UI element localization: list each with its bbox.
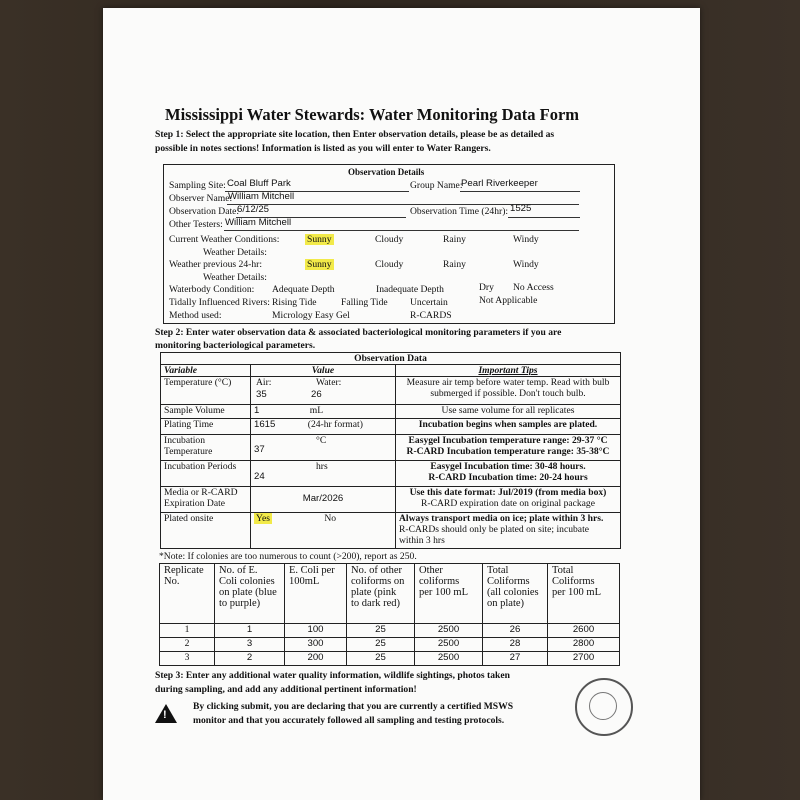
sample-volume-cell[interactable]: [251, 405, 396, 419]
previous-weather-option-rainy[interactable]: Rainy: [443, 259, 466, 270]
waterbody-option-no-access[interactable]: No Access: [513, 282, 554, 293]
plated-option-yes[interactable]: Yes: [256, 513, 270, 524]
previous-weather-option-cloudy[interactable]: Cloudy: [375, 259, 404, 270]
replicate-col-header: Total Coliforms per 100 mL: [548, 564, 620, 624]
table-row: [160, 652, 620, 666]
table-row: [160, 638, 620, 652]
observation-date-field[interactable]: 6/12/25: [237, 204, 270, 215]
tidal-option-not-applicable[interactable]: Not Applicable: [479, 295, 538, 306]
plating-time-tip: Incubation begins when samples are plated.: [396, 419, 621, 435]
sampling-site-label: Sampling Site:: [169, 180, 226, 191]
tidal-label: Tidally Influenced Rivers:: [169, 297, 270, 308]
replicate-value-cell[interactable]: 100: [285, 624, 347, 638]
plating-time-label: Plating Time: [161, 419, 251, 435]
replicate-value-cell[interactable]: 2500: [415, 652, 483, 666]
replicate-value-cell[interactable]: 27: [483, 652, 548, 666]
plating-time-unit: (24-hr format): [307, 419, 363, 430]
plating-time-cell[interactable]: [251, 419, 396, 435]
replicate-col-header: Replicate No.: [160, 564, 215, 624]
observation-time-label: Observation Time (24hr):: [410, 206, 509, 217]
air-value[interactable]: 35: [256, 389, 267, 400]
replicate-value-cell[interactable]: 25: [347, 652, 415, 666]
previous-weather-option-windy[interactable]: Windy: [513, 259, 539, 270]
plated-onsite-tip: Always transport media on ice; plate within 3 hrs. R-CARDs should only be plated on site; incubate within 3 hrs: [396, 513, 621, 549]
replicate-col-header: No. of other coliforms on plate (pink to dark red): [347, 564, 415, 624]
air-label: Air:: [256, 377, 272, 388]
incubation-periods-cell[interactable]: [251, 461, 396, 487]
replicate-number-cell: 3: [160, 652, 215, 666]
replicate-table: [159, 563, 620, 666]
incubation-temp-cell[interactable]: [251, 435, 396, 461]
sample-volume-tip: Use same volume for all replicates: [396, 405, 621, 419]
weather-details-label: Weather Details:: [203, 247, 267, 258]
replicate-value-cell[interactable]: 2600: [548, 624, 620, 638]
replicate-value-cell[interactable]: 25: [347, 638, 415, 652]
observation-data-heading: Observation Data: [161, 353, 621, 365]
tidal-option-uncertain[interactable]: Uncertain: [410, 297, 448, 308]
mississippi-water-stewards-seal-icon: [575, 678, 633, 736]
previous-weather-option-sunny[interactable]: Sunny: [307, 259, 332, 270]
col-value-header: Value: [251, 365, 396, 377]
declaration-line2: monitor and that you accurately followed all sampling and testing protocols.: [193, 715, 505, 726]
replicate-col-header: Total Coliforms (all colonies on plate): [483, 564, 548, 624]
replicate-value-cell[interactable]: 3: [215, 638, 285, 652]
step1-instructions-line2: possible in notes sections! Information is listed as you will enter to Water Rangers.: [155, 143, 491, 154]
col-tips-header: Important Tips: [396, 365, 621, 377]
incubation-temp-label: Incubation Temperature: [161, 435, 251, 461]
sampling-site-field[interactable]: Coal Bluff Park: [227, 178, 291, 189]
observation-date-label: Observation Date:: [169, 206, 240, 217]
observer-name-field[interactable]: William Mitchell: [228, 191, 295, 202]
waterbody-option-dry[interactable]: Dry: [479, 282, 494, 293]
group-name-label: Group Name:: [410, 180, 463, 191]
step3-instructions-line1: Step 3: Enter any additional water quality information, wildlife sightings, photos taken: [155, 670, 510, 681]
observation-data-table: [160, 352, 621, 549]
incubation-periods-label: Incubation Periods: [161, 461, 251, 487]
incubation-temp-tip: Easygel Incubation temperature range: 29-37 °C R-CARD Incubation temperature range: 35-38°C: [396, 435, 621, 461]
step1-instructions-line1: Step 1: Select the appropriate site location, then Enter observation details, please be as detailed as: [155, 129, 555, 140]
waterbody-option-inadequate[interactable]: Inadequate Depth: [376, 284, 444, 295]
replicate-value-cell[interactable]: 28: [483, 638, 548, 652]
temperature-tip: Measure air temp before water temp. Read with bulb submerged if possible. Don't touch bulb.: [396, 377, 621, 405]
declaration-line1: By clicking submit, you are declaring that you are currently a certified MSWS: [193, 701, 514, 712]
incubation-periods-unit: hrs: [316, 461, 328, 472]
method-option-easygel[interactable]: Micrology Easy Gel: [272, 310, 350, 321]
incubation-temp-value: 37: [254, 444, 265, 455]
step2-instructions-line2: monitoring bacteriological parameters.: [155, 340, 316, 351]
form-title: Mississippi Water Stewards: Water Monitoring Data Form: [165, 105, 580, 124]
replicate-number-cell: 1: [160, 624, 215, 638]
method-option-rcards[interactable]: R-CARDS: [410, 310, 452, 321]
other-testers-label: Other Testers:: [169, 219, 223, 230]
table-row: [160, 624, 620, 638]
replicate-number-cell: 2: [160, 638, 215, 652]
media-expiration-tip: Use this date format: Jul/2019 (from media box) R-CARD expiration date on original package: [396, 487, 621, 513]
warning-icon-mark: !: [163, 709, 167, 721]
current-weather-option-rainy[interactable]: Rainy: [443, 234, 466, 245]
replicate-col-header: E. Coli per 100mL: [285, 564, 347, 624]
plated-onsite-label: Plated onsite: [161, 513, 251, 549]
water-value[interactable]: 26: [311, 389, 322, 400]
colony-note: *Note: If colonies are too numerous to count (>200), report as 250.: [159, 551, 417, 562]
group-name-field[interactable]: Pearl Riverkeeper: [461, 178, 538, 189]
tidal-option-falling[interactable]: Falling Tide: [341, 297, 388, 308]
current-weather-option-sunny[interactable]: Sunny: [307, 234, 332, 245]
waterbody-condition-label: Waterbody Condition:: [169, 284, 255, 295]
replicate-value-cell[interactable]: 300: [285, 638, 347, 652]
replicate-value-cell[interactable]: 2: [215, 652, 285, 666]
other-testers-field[interactable]: William Mitchell: [225, 217, 292, 228]
observation-time-field[interactable]: 1525: [510, 203, 532, 214]
plating-time-value: 1615: [254, 419, 276, 430]
method-label: Method used:: [169, 310, 222, 321]
replicate-value-cell[interactable]: 2500: [415, 638, 483, 652]
media-expiration-cell[interactable]: [251, 487, 396, 513]
media-expiration-value: Mar/2026: [302, 493, 344, 504]
observer-name-label: Observer Name:: [169, 193, 233, 204]
sample-volume-unit: mL: [309, 405, 324, 416]
replicate-value-cell[interactable]: 2800: [548, 638, 620, 652]
replicate-col-header: Other coliforms per 100 mL: [415, 564, 483, 624]
replicate-value-cell[interactable]: 26: [483, 624, 548, 638]
sample-volume-label: Sample Volume: [161, 405, 251, 419]
previous-weather-label: Weather previous 24-hr:: [169, 259, 262, 270]
replicate-value-cell[interactable]: 1: [215, 624, 285, 638]
replicate-table-header-row: [160, 564, 620, 624]
step3-instructions-line2: during sampling, and add any additional pertinent information!: [155, 684, 417, 695]
current-weather-option-cloudy[interactable]: Cloudy: [375, 234, 404, 245]
col-variable-header: Variable: [161, 365, 251, 377]
replicate-value-cell[interactable]: 2500: [415, 624, 483, 638]
incubation-temp-unit: °C: [316, 435, 327, 446]
incubation-periods-value: 24: [254, 471, 265, 482]
sample-volume-value: 1: [254, 405, 260, 416]
temperature-value-cell[interactable]: [251, 377, 396, 405]
weather-details-label-2: Weather Details:: [203, 272, 267, 283]
replicate-value-cell[interactable]: 200: [285, 652, 347, 666]
replicate-value-cell[interactable]: 2700: [548, 652, 620, 666]
incubation-periods-tip: Easygel Incubation time: 30-48 hours. R-CARD Incubation time: 20-24 hours: [396, 461, 621, 487]
plated-option-no[interactable]: No: [324, 513, 337, 524]
replicate-col-header: No. of E. Coli colonies on plate (blue to purple): [215, 564, 285, 624]
replicate-value-cell[interactable]: 25: [347, 624, 415, 638]
current-weather-label: Current Weather Conditions:: [169, 234, 280, 245]
current-weather-option-windy[interactable]: Windy: [513, 234, 539, 245]
data-form-sheet: [103, 8, 700, 800]
temperature-label: Temperature (°C): [161, 377, 251, 405]
water-label: Water:: [316, 377, 342, 388]
tidal-option-rising[interactable]: Rising Tide: [272, 297, 317, 308]
step2-instructions-line1: Step 2: Enter water observation data & associated bacteriological monitoring parameters if you are: [155, 327, 562, 338]
media-expiration-label: Media or R-CARD Expiration Date: [161, 487, 251, 513]
plated-onsite-cell[interactable]: [251, 513, 396, 549]
observation-details-heading: Observation Details: [348, 167, 425, 177]
waterbody-option-adequate[interactable]: Adequate Depth: [272, 284, 335, 295]
